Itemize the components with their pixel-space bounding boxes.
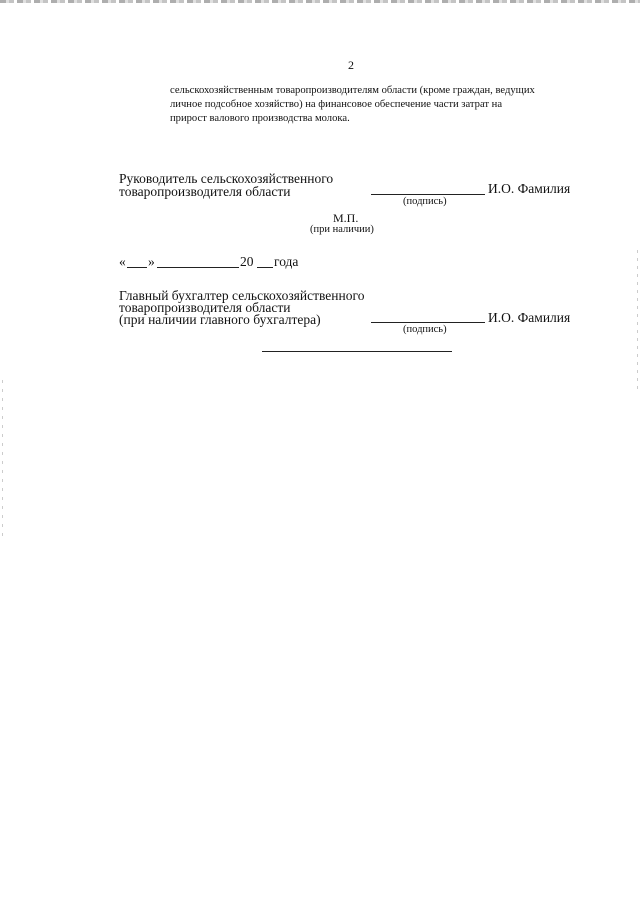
accountant-title-line2: товаропроизводителя области (119, 300, 291, 315)
intro-paragraph (170, 84, 600, 126)
date-close-quote: » (148, 254, 155, 269)
intro-line: прирост валового производства молока. (170, 113, 350, 124)
scan-edge-top (0, 0, 640, 3)
closing-separator (262, 351, 452, 352)
date-year-blank (257, 267, 273, 268)
scan-edge-left (2, 380, 3, 540)
head-name: И.О. Фамилия (488, 181, 571, 196)
page-number: 2 (348, 58, 354, 72)
stamp-caption: (при наличии) (310, 224, 374, 235)
intro-line: сельскохозяйственным товаропроизводителям области (кроме граждан, ведущих (170, 85, 535, 96)
date-day-blank (127, 267, 147, 268)
accountant-name: И.О. Фамилия (488, 310, 571, 325)
accountant-signature-line (371, 322, 485, 323)
head-signature-line (371, 194, 485, 195)
accountant-title-line3: (при наличии главного бухгалтера) (119, 312, 321, 327)
head-title-line1: Руководитель сельскохозяйственного (119, 171, 334, 186)
stamp-label: М.П. (333, 211, 359, 225)
date-century: 20 (240, 254, 254, 269)
head-title-line2: товаропроизводителя области (119, 184, 291, 199)
scan-edge-right (637, 250, 638, 390)
accountant-signature-caption: (подпись) (403, 324, 447, 335)
accountant-title-line1: Главный бухгалтер сельскохозяйственного (119, 288, 365, 303)
head-signature-caption: (подпись) (403, 196, 447, 207)
date-open-quote: « (119, 254, 126, 269)
intro-line: личное подсобное хозяйство) на финансовое обеспечение части затрат на (170, 99, 503, 110)
date-month-blank (157, 267, 239, 268)
date-suffix: года (274, 254, 299, 269)
